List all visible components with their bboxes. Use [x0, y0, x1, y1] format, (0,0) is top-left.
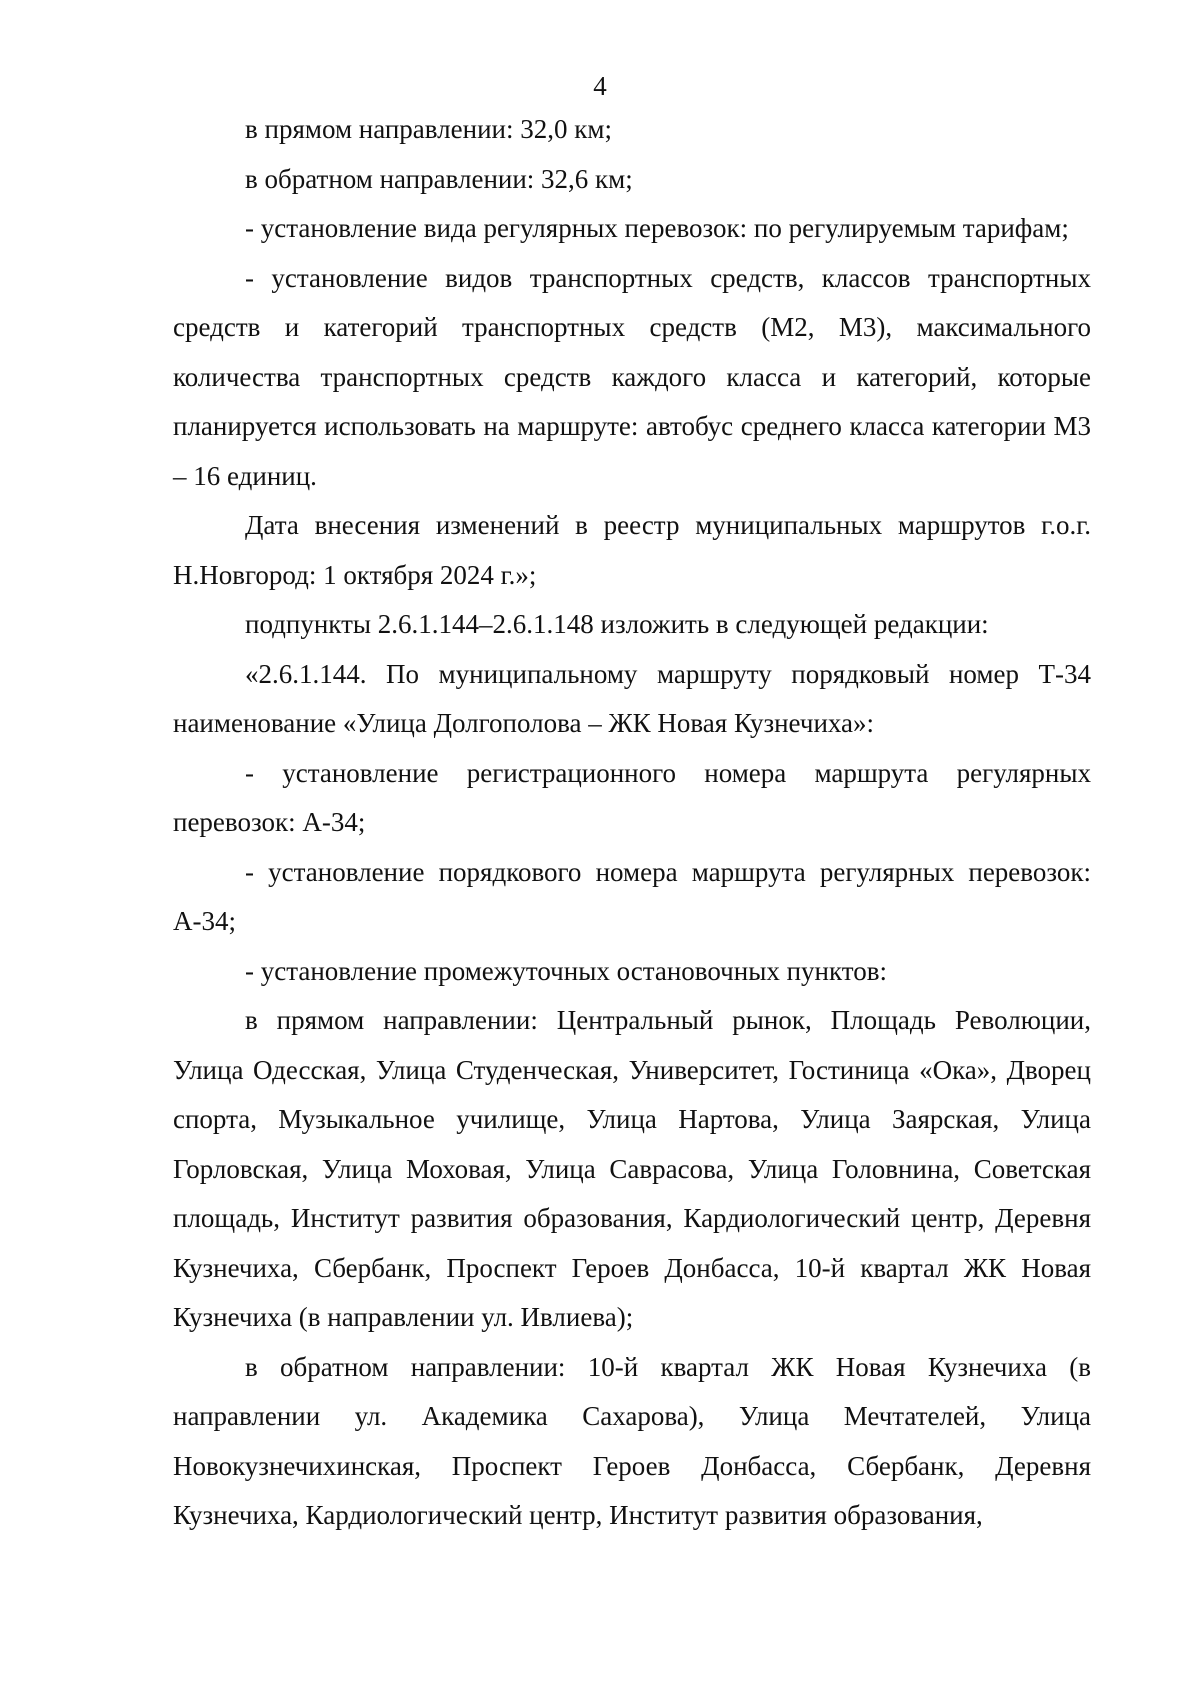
paragraph-reverse-stops: в обратном направлении: 10-й квартал ЖК Новая Кузнечиха (в направлении ул. Академика Сахарова), Улица Мечтателей, Улица Новокузнечихинская, Проспект Героев Донбасса, Сбербанк, Деревня Кузнечиха, Кардиологический центр, Институт развития образования, — [173, 1351, 1091, 1530]
paragraph-reverse-distance: в обратном направлении: 32,6 км; — [245, 163, 633, 194]
paragraph-forward-distance: в прямом направлении: 32,0 км; — [245, 114, 612, 144]
document-body — [173, 105, 1091, 1541]
paragraph-route-t34: «2.6.1.144. По муниципальному маршруту порядковый номер Т-34 наименование «Улица Долгополова – ЖК Новая Кузнечиха»: — [173, 658, 1091, 738]
paragraph-ordinal-number: - установление порядкового номера маршрута регулярных перевозок: А-34; — [173, 856, 1091, 936]
paragraph-transport-type: - установление вида регулярных перевозок: по регулируемым тарифам; — [245, 213, 1069, 243]
paragraph-registry-date: Дата внесения изменений в реестр муниципальных маршрутов г.о.г. Н.Новгород: 1 октября 2024 г.»; — [173, 510, 1091, 590]
paragraph-forward-stops: в прямом направлении: Центральный рынок, Площадь Революции, Улица Одесская, Улица Студенческая, Университет, Гостиница «Ока», Дворец спорта, Музыкальное училище, Улица Нартова, Улица Заярская, Улица Горловская, Улица Моховая, Улица Саврасова, Улица Головнина, Советская площадь, Институт развития образования, Кардиологический центр, Деревня Кузнечиха, Сбербанк, Проспект Героев Донбасса, 10-й квартал ЖК Новая Кузнечиха (в направлении ул. Ивлиева); — [173, 1005, 1091, 1332]
paragraph-subitems-instruction: подпункты 2.6.1.144–2.6.1.148 изложить в следующей редакции: — [245, 609, 989, 639]
page-number: 4 — [593, 71, 607, 101]
paragraph-registration-number: - установление регистрационного номера маршрута регулярных перевозок: А-34; — [173, 757, 1091, 837]
paragraph-vehicle-classes: - установление видов транспортных средств, классов транспортных средств и категорий транспортных средств (М2, М3), максимального количества транспортных средств каждого класса и категорий, которые планируется использовать на маршруте: автобус среднего класса категории М3 – 16 единиц. — [173, 262, 1091, 491]
paragraph-intermediate-stops: - установление промежуточных остановочных пунктов: — [245, 955, 887, 986]
